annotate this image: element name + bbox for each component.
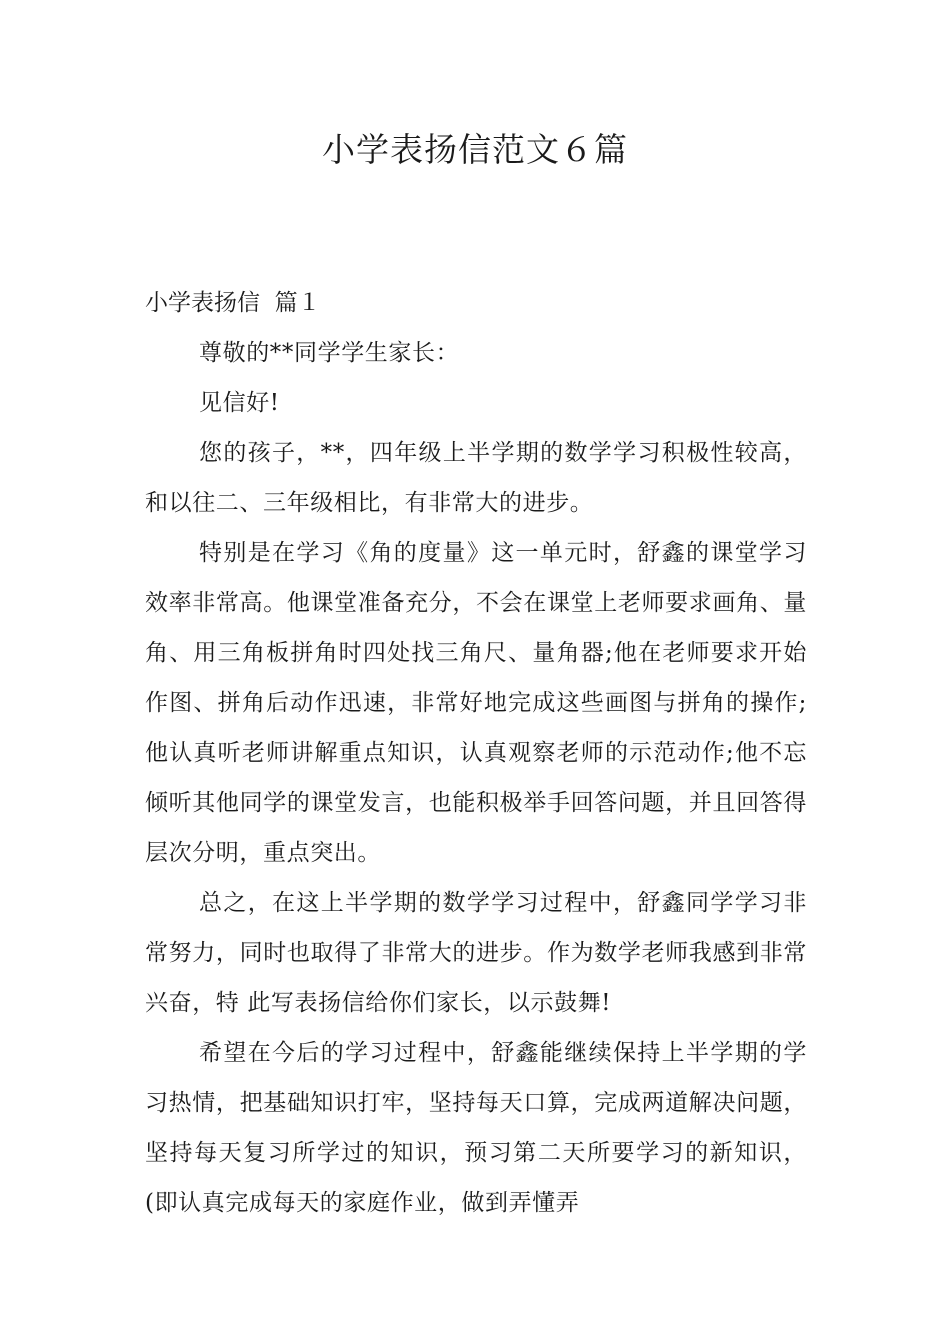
greeting: 见信好! [199, 390, 280, 416]
salutation: 尊敬的**同学学生家长： [199, 340, 460, 366]
document-body [145, 278, 807, 1228]
body-paragraph: 您的孩子，**，四年级上半学期的数学学习积极性较高，和以往二、三年级相比，有非常大的进步。 [145, 440, 807, 516]
body-paragraph: 总之，在这上半学期的数学学习过程中，舒鑫同学学习非常努力，同时也取得了非常大的进步。作为数学老师我感到非常兴奋，特 此写表扬信给你们家长，以示鼓舞! [145, 890, 807, 1016]
body-paragraph: 希望在今后的学习过程中，舒鑫能继续保持上半学期的学习热情，把基础知识打牢，坚持每天口算，完成两道解决问题，坚持每天复习所学过的知识，预习第二天所要学习的新知识，(即认真完成每天的家庭作业，做到弄懂弄 [145, 1040, 807, 1216]
body-paragraph: 特别是在学习《角的度量》这一单元时，舒鑫的课堂学习效率非常高。他课堂准备充分，不会在课堂上老师要求画角、量角、用三角板拼角时四处找三角尺、量角器;他在老师要求开始作图、拼角后动作迅速，非常好地完成这些画图与拼角的操作;他认真听老师讲解重点知识，认真观察老师的示范动作;他不忘倾听其他同学的课堂发言，也能积极举手回答问题，并且回答得层次分明，重点突出。 [145, 540, 807, 866]
section-heading: 小学表扬信 篇１ [145, 290, 321, 316]
page-title: 小学表扬信范文６篇 [322, 130, 628, 169]
